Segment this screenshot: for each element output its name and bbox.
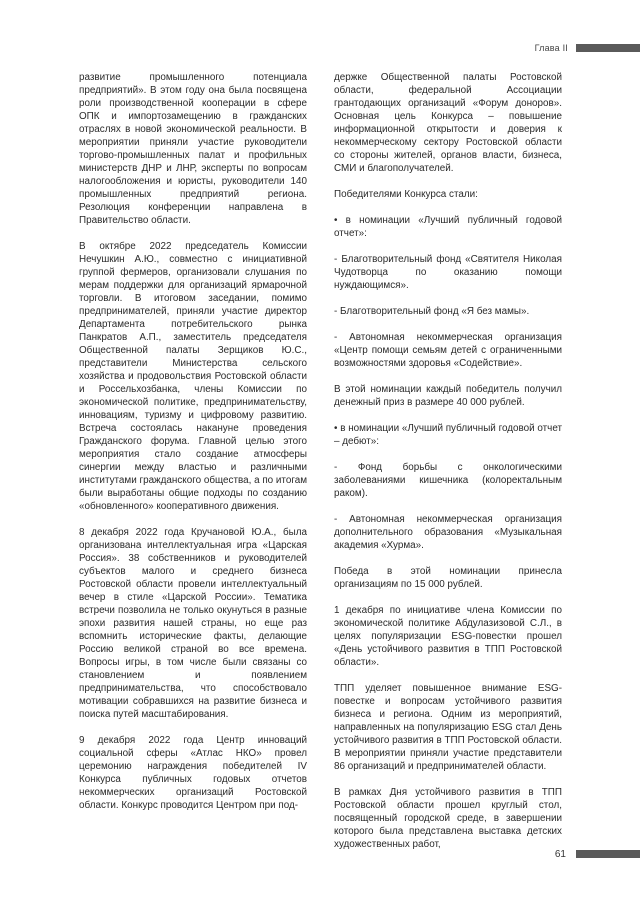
chapter-title: Глава II: [534, 43, 568, 53]
paragraph: держке Общественной палаты Ростовской области, федеральной Ассоциации грантодающих организаций «Форум доноров». Основная цель Конкурса – повышение информационной открытости и доверия к некоммерческому сектору Ростовской области со стороны жителей, органов власти, бизнеса, СМИ и благополучателей.: [334, 72, 562, 174]
paragraph: - Благотворительный фонд «Святителя Николая Чудотворца по оказанию помощи нуждающимся».: [334, 254, 562, 291]
left-column: [79, 71, 307, 825]
paragraph: В этой номинации каждый победитель получил денежный приз в размере 40 000 рублей.: [334, 384, 562, 408]
page-footer: [555, 848, 640, 860]
paragraph: В рамках Дня устойчивого развития в ТПП Ростовской области прошел круглый стол, посвященный городской среде, в завершении которого была представлена выставка детских художественных работ,: [334, 787, 562, 850]
paragraph: 8 декабря 2022 года Кручановой Ю.А., была организована интеллектуальная игра «Царская Россия». 38 собственников и руководителей субъектов малого и среднего бизнеса Ростовской области провели интеллектуальный вечер в стиле «Царской России». Тематика встречи позволила не только окунуться в разные эпохи развития нашей страны, но еще раз вспомнить исторические факты, делающие Россию великой страной во все времена. Вопросы игры, в том числе были связаны со становлением и появлением предпринимательства, что способствовало мотивации собравшихся на развитие бизнеса и поиска путей масштабирования.: [79, 527, 307, 720]
footer-bar: [576, 850, 640, 858]
page-number: 61: [554, 848, 566, 860]
paragraph: - Благотворительный фонд «Я без мамы».: [334, 306, 530, 317]
paragraph: Победителями Конкурса стали:: [334, 189, 478, 200]
paragraph: 1 декабря по инициативе члена Комиссии по экономической политике Абдулазизовой С.Л., в целях популяризации ESG-повестки прошел «День устойчивого развития в ТПП Ростовской области».: [334, 605, 562, 668]
paragraph: Победа в этой номинации принесла организациям по 15 000 рублей.: [334, 566, 562, 590]
paragraph: - Автономная некоммерческая организация «Центр помощи семьям детей с ограниченными возможностями здоровья «Содействие».: [334, 332, 562, 369]
paragraph: 9 декабря 2022 года Центр инноваций социальной сферы «Атлас НКО» провел церемонию награждения победителей IV Конкурса публичных годовых отчетов некоммерческих организаций Ростовской области. Конкурс проводится Центром при под-: [79, 735, 307, 811]
paragraph: - Фонд борьбы с онкологическими заболеваниями кишечника (колоректальным раком).: [334, 462, 562, 499]
page-header: [535, 40, 640, 56]
paragraph: В октябре 2022 председатель Комиссии Нечушкин А.Ю., совместно с инициативной группой фермеров, организовали слушания по мерам поддержки для организаций ярмарочной торговли. В итоговом заседании, помимо предпринимателей, приняли участие директор Департамента потребительского рынка Панкратов А.П., заместитель председателя Общественной палаты Зерщиков Ю.С., представители Министерства сельского хозяйства и продовольствия Ростовской области и Россельхозбанка, члены Комиссии по экономической политике, предпринимательству, инновациям, туризму и цифровому развитию. Встреча состоялась накануне проведения Гражданского форума. Главной целью этого мероприятия стало создание атмосферы синергии между властью и различными институтами гражданского общества, а по итогам были выработаны общие подходы по созданию «обновленного» кооперативного движения.: [79, 241, 307, 512]
paragraph: • в номинации «Лучший публичный годовой отчет – дебют»:: [334, 423, 562, 447]
right-column: [334, 71, 562, 864]
paragraph: - Автономная некоммерческая организация дополнительного образования «Музыкальная академия «Хурма».: [334, 514, 562, 551]
paragraph: ТПП уделяет повышенное внимание ESG-повестке и вопросам устойчивого развития бизнеса и региона. Одним из мероприятий, направленных на популяризацию ESG стал День устойчивого развития в ТПП Ростовской области. В мероприятии приняли участие представители 86 организаций и предпринимателей области.: [334, 683, 562, 772]
header-bar: [576, 44, 640, 52]
paragraph: • в номинации «Лучший публичный годовой отчет»:: [334, 215, 562, 239]
paragraph: развитие промышленного потенциала предприятий». В этом году она была посвящена роли производственной кооперации в сфере ОПК и импортозамещению в гражданских отраслях в новой экономической реальности. В мероприятии приняли участие руководители торгово-промышленных палат и профильных министерств ДНР и ЛНР, эксперты по вопросам налогообложения и юристы, руководители 140 промышленных предприятий региона. Резолюция конференции направлена в Правительство области.: [79, 72, 307, 226]
